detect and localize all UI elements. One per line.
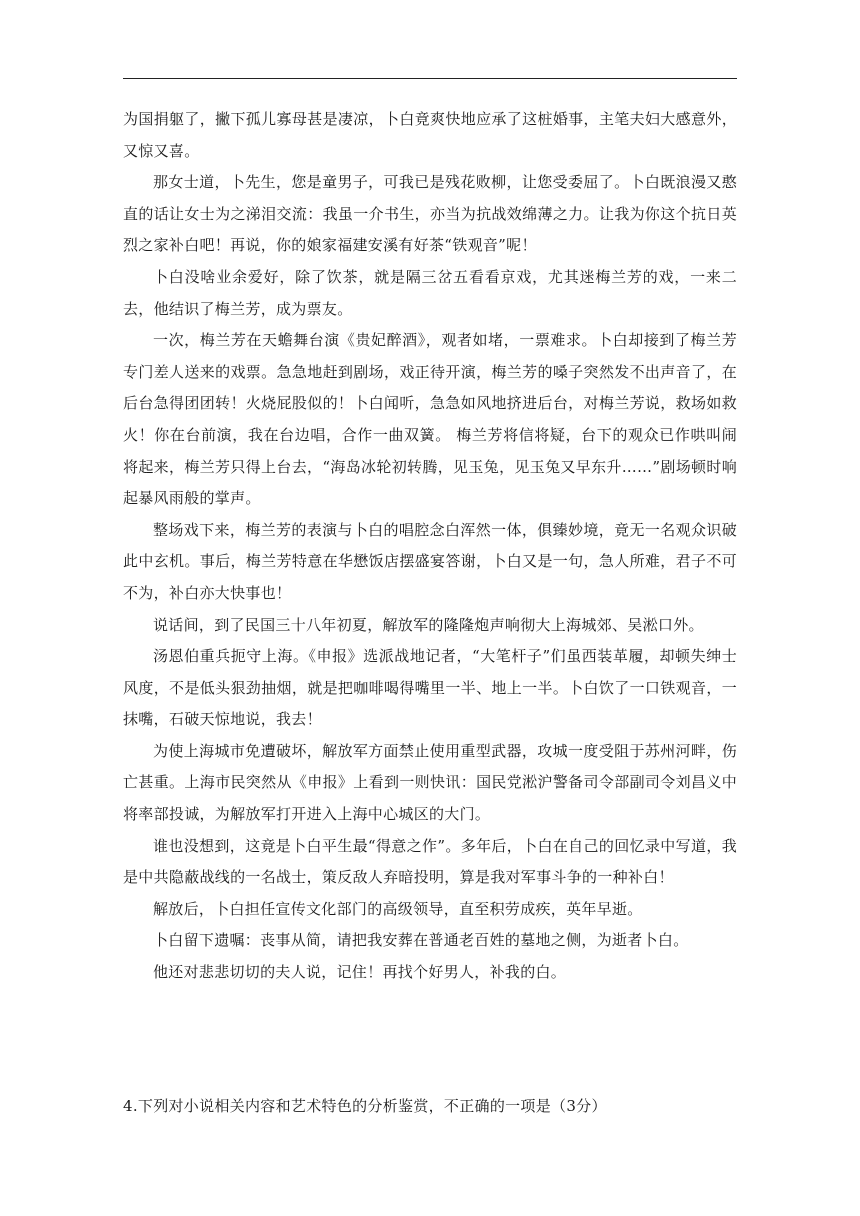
paragraph: 一次，梅兰芳在天蟾舞台演《贵妃醉酒》，观者如堵，一票难求。卜白却接到了梅兰芳专门差人送来的戏票。急急地赶到剧场，戏正待开演，梅兰芳的嗓子突然发不出声音了，在后台急得团团转！火烧屁股似的！卜白闻听，急急如风地挤进后台，对梅兰芳说，救场如救火！你在台前演，我在台边唱，合作一曲双簧。 梅兰芳将信将疑，台下的观众已作哄叫闹将起来，梅兰芳只得上台去，“海岛冰轮初转腾，见玉兔，见玉兔又早东升……”剧场顿时响起暴风雨般的掌声。 xyxy=(123,331,737,508)
header-rule xyxy=(123,78,737,79)
paragraph: 卜白没啥业余爱好，除了饮茶，就是隔三岔五看看京戏，尤其迷梅兰芳的戏，一来二去，他结识了梅兰芳，成为票友。 xyxy=(123,267,737,318)
paragraph: 他还对悲悲切切的夫人说，记住！再找个好男人，补我的白。 xyxy=(153,963,567,982)
article-body xyxy=(123,104,737,989)
paragraph: 那女士道，卜先生，您是童男子，可我已是残花败柳，让您受委屈了。卜白既浪漫又憨直的话让女士为之涕泪交流：我虽一介书生，亦当为抗战效绵薄之力。让我为你这个抗日英烈之家补白吧！再说，你的娘家福建安溪有好茶“铁观音”呢！ xyxy=(123,173,737,255)
paragraph: 卜白留下遗嘱：丧事从简，请把我安葬在普通老百姓的墓地之侧，为逝者卜白。 xyxy=(153,931,689,950)
paragraph: 为使上海城市免遭破坏，解放军方面禁止使用重型武器，攻城一度受阻于苏州河畔，伤亡甚重。上海市民突然从《申报》上看到一则快讯：国民党淞沪警备司令部副司令刘昌义中将率部投诚，为解放军打开进入上海中心城区的大门。 xyxy=(123,741,737,824)
question-4: 4.下列对小说相关内容和艺术特色的分析鉴赏，不正确的一项是（3分） xyxy=(123,1097,607,1115)
paragraph: 谁也没想到，这竟是卜白平生最“得意之作”。多年后，卜白在自己的回忆录中写道，我是中共隐蔽战线的一名战士，策反敌人弃暗投明，算是我对军事斗争的一种补白！ xyxy=(123,836,737,887)
paragraph: 解放后，卜白担任宣传文化部门的高级领导，直至积劳成疾，英年早逝。 xyxy=(153,899,643,918)
paragraph: 汤恩伯重兵扼守上海。《申报》选派战地记者，“大笔杆子”们虽西装革履，却顿失绅士风度，不是低头狠劲抽烟，就是把咖啡喝得嘴里一半、地上一半。卜白饮了一口铁观音，一抹嘴，石破天惊地说，我去！ xyxy=(123,647,737,729)
paragraph: 为国捐躯了，撇下孤儿寡母甚是凄凉，卜白竟爽快地应承了这桩婚事，主笔夫妇大感意外，又惊又喜。 xyxy=(123,110,737,160)
paragraph: 整场戏下来，梅兰芳的表演与卜白的唱腔念白浑然一体，俱臻妙境，竟无一名观众识破此中玄机。事后，梅兰芳特意在华懋饭店摆盛宴答谢，卜白又是一句，急人所难，君子不可不为，补白亦大快事也！ xyxy=(123,520,737,602)
paragraph: 说话间，到了民国三十八年初夏，解放军的隆隆炮声响彻大上海城郊、吴淞口外。 xyxy=(153,615,704,634)
